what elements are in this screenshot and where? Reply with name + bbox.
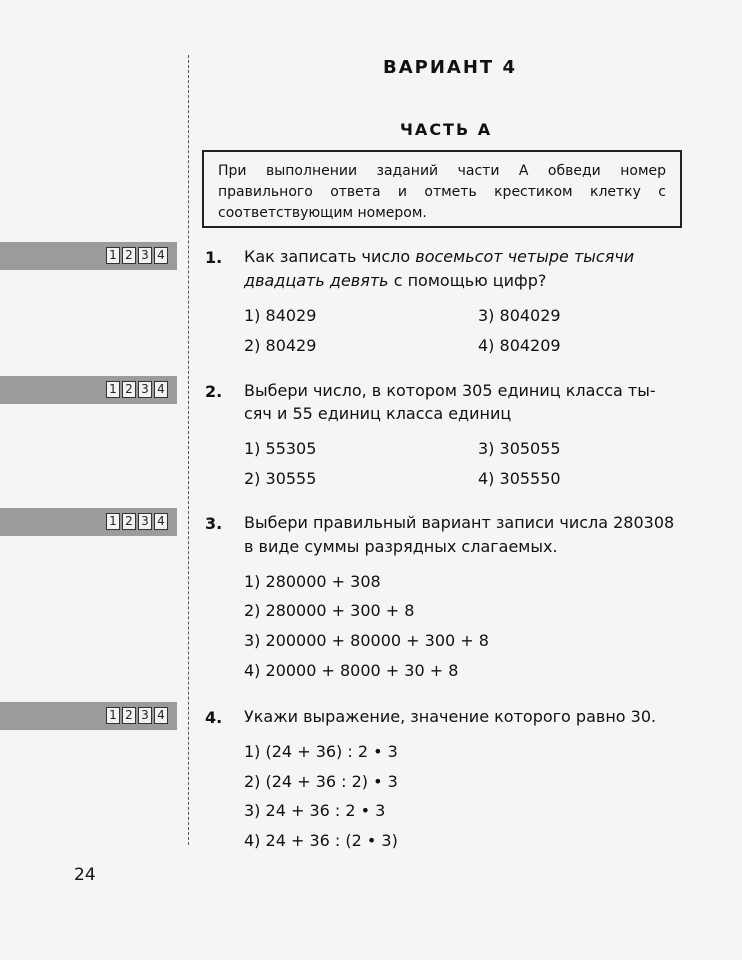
question-3-option-1[interactable]: 1) 280000 + 308 <box>244 572 381 591</box>
question-4-option-3[interactable]: 3) 24 + 36 : 2 • 3 <box>244 801 386 820</box>
answer-cell-2[interactable]: 2 <box>122 247 136 264</box>
question-1-line-2: двадцать девять с помощью цифр? <box>244 271 547 290</box>
question-2-option-1[interactable]: 1) 55305 <box>244 439 317 458</box>
answer-strip-4 <box>0 702 177 730</box>
part-title: ЧАСТЬ А <box>400 120 493 139</box>
cut-line <box>188 55 189 845</box>
question-2-line-2: сяч и 55 единиц класса единиц <box>244 404 512 423</box>
answer-cell-1[interactable]: 1 <box>106 707 120 724</box>
answer-cell-1[interactable]: 1 <box>106 513 120 530</box>
question-4-option-4[interactable]: 4) 24 + 36 : (2 • 3) <box>244 831 398 850</box>
answer-cell-4[interactable]: 4 <box>154 707 168 724</box>
question-4-option-1[interactable]: 1) (24 + 36) : 2 • 3 <box>244 742 398 761</box>
question-3-line-1: Выбери правильный вариант записи числа 280308 <box>244 513 675 532</box>
question-4-option-2[interactable]: 2) (24 + 36 : 2) • 3 <box>244 772 398 791</box>
answer-cell-1[interactable]: 1 <box>106 247 120 264</box>
question-2-option-3[interactable]: 3) 305055 <box>478 439 561 458</box>
question-3-option-4[interactable]: 4) 20000 + 8000 + 30 + 8 <box>244 661 459 680</box>
question-4-number: 4. <box>205 708 223 727</box>
question-1-option-4[interactable]: 4) 804209 <box>478 336 561 355</box>
question-2-option-2[interactable]: 2) 30555 <box>244 469 317 488</box>
answer-cell-2[interactable]: 2 <box>122 381 136 398</box>
question-1-option-2[interactable]: 2) 80429 <box>244 336 317 355</box>
question-3-option-2[interactable]: 2) 280000 + 300 + 8 <box>244 601 415 620</box>
question-4-line-1: Укажи выражение, значение которого равно 30. <box>244 707 657 726</box>
answer-cell-2[interactable]: 2 <box>122 707 136 724</box>
instruction-text: При выполнении заданий части А обведи номер правильного ответа и отметь крестиком клетку с соответствующим номером. <box>218 163 666 221</box>
question-2-number: 2. <box>205 382 223 401</box>
instruction-box <box>202 150 682 228</box>
answer-cell-1[interactable]: 1 <box>106 381 120 398</box>
question-1-option-1[interactable]: 1) 84029 <box>244 306 317 325</box>
answer-strip-2 <box>0 376 177 404</box>
answer-cell-4[interactable]: 4 <box>154 247 168 264</box>
answer-cell-4[interactable]: 4 <box>154 513 168 530</box>
question-1-option-3[interactable]: 3) 804029 <box>478 306 561 325</box>
answer-cell-4[interactable]: 4 <box>154 381 168 398</box>
page-number: 24 <box>74 865 96 885</box>
answer-strip-1 <box>0 242 177 270</box>
answer-cell-2[interactable]: 2 <box>122 513 136 530</box>
question-3-option-3[interactable]: 3) 200000 + 80000 + 300 + 8 <box>244 631 489 650</box>
variant-title: ВАРИАНТ 4 <box>383 57 517 78</box>
question-3-line-2: в виде суммы разрядных слагаемых. <box>244 537 558 556</box>
question-2-line-1: Выбери число, в котором 305 единиц класса ты- <box>244 381 656 400</box>
answer-cell-3[interactable]: 3 <box>138 381 152 398</box>
question-3-number: 3. <box>205 514 223 533</box>
answer-cell-3[interactable]: 3 <box>138 513 152 530</box>
question-2-option-4[interactable]: 4) 305550 <box>478 469 561 488</box>
answer-strip-3 <box>0 508 177 536</box>
question-1-line-1: Как записать число восемьсот четыре тысячи <box>244 247 635 266</box>
answer-cell-3[interactable]: 3 <box>138 247 152 264</box>
answer-cell-3[interactable]: 3 <box>138 707 152 724</box>
question-1-number: 1. <box>205 248 223 267</box>
